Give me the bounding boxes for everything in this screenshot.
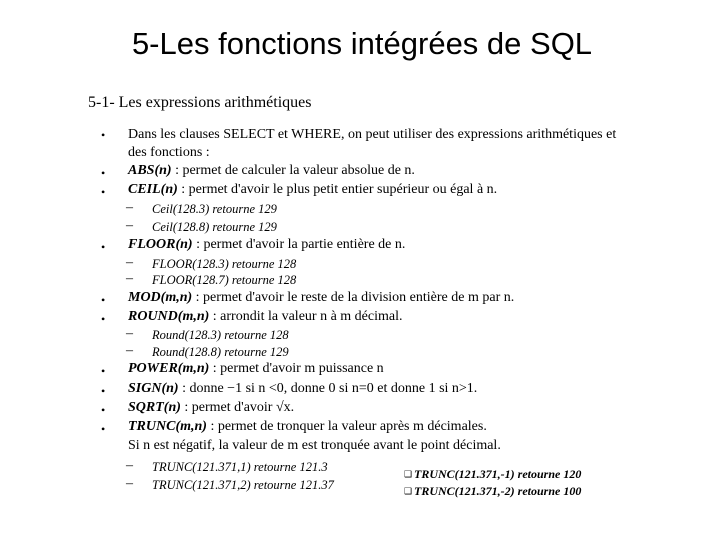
sqrt-desc: : permet d'avoir [180, 400, 276, 415]
floor-example-1: FLOOR(128.3) retourne 128 [152, 257, 297, 271]
trunc-example-1: TRUNC(121.371,1) retourne 121.3 [152, 460, 328, 474]
ceil-example-1: Ceil(128.3) retourne 129 [152, 202, 277, 216]
dash-icon: – [126, 255, 133, 270]
dash-icon: – [126, 476, 133, 491]
mod-desc: : permet d'avoir le reste de la division entière de m par n. [192, 290, 515, 305]
round-example-2: Round(128.8) retourne 129 [152, 345, 289, 359]
bullet-icon: • [101, 403, 106, 417]
bullet-icon: • [101, 312, 106, 326]
section-subtitle: 5-1- Les expressions arithmétiques [88, 94, 312, 111]
dash-icon: – [126, 200, 133, 215]
sqrt-item [128, 399, 294, 417]
trunc-item [128, 418, 487, 436]
intro-line-1: Dans les clauses SELECT et WHERE, on peut utiliser des expressions arithmétiques et [128, 127, 617, 142]
bullet-icon: • [101, 128, 106, 142]
intro-line-2: des fonctions : [128, 145, 210, 160]
ceil-example-2: Ceil(128.8) retourne 129 [152, 220, 277, 234]
dash-icon: – [126, 326, 133, 341]
bullet-icon: • [101, 185, 106, 199]
abs-name: ABS(n) [128, 163, 172, 178]
ceil-item [128, 181, 497, 199]
sign-item [128, 380, 477, 398]
mod-name: MOD(m,n) [128, 290, 193, 305]
dash-icon: – [126, 343, 133, 358]
sign-desc: : donne −1 si n <0, donne 0 si n=0 et donne 1 si n>1. [178, 381, 478, 396]
round-item [128, 308, 403, 326]
square-bullet-icon: ❑ [404, 487, 413, 497]
round-desc: : arrondit la valeur n à m décimal. [209, 309, 403, 324]
sqrt-name: SQRT(n) [128, 400, 181, 415]
abs-item [128, 162, 415, 180]
sign-name: SIGN(n) [128, 381, 179, 396]
floor-name: FLOOR(n) [128, 237, 193, 252]
bullet-icon: • [101, 384, 106, 398]
dash-icon: – [126, 458, 133, 473]
floor-desc: : permet d'avoir la partie entière de n. [192, 237, 406, 252]
round-example-1: Round(128.3) retourne 128 [152, 328, 289, 342]
bullet-icon: • [101, 240, 106, 254]
dash-icon: – [126, 218, 133, 233]
trunc-name: TRUNC(m,n) [128, 419, 207, 434]
power-name: POWER(m,n) [128, 361, 210, 376]
trunc-example-4: TRUNC(121.371,-2) retourne 100 [414, 484, 582, 498]
bullet-icon: • [101, 166, 106, 180]
mod-item [128, 289, 514, 307]
ceil-desc: : permet d'avoir le plus petit entier supérieur ou égal à n. [177, 182, 498, 197]
trunc-desc-2: Si n est négatif, la valeur de m est tronquée avant le point décimal. [128, 438, 501, 453]
page-title: 5-Les fonctions intégrées de SQL [131, 26, 593, 61]
square-bullet-icon: ❑ [404, 470, 413, 480]
ceil-name: CEIL(n) [128, 182, 178, 197]
bullet-icon: • [101, 422, 106, 436]
power-item [128, 360, 384, 378]
trunc-desc: : permet de tronquer la valeur après m décimales. [206, 419, 487, 434]
bullet-icon: • [101, 293, 106, 307]
power-desc: : permet d'avoir m puissance n [209, 361, 384, 376]
trunc-example-2: TRUNC(121.371,2) retourne 121.37 [152, 478, 334, 492]
sqrt-symbol: √x. [275, 400, 295, 415]
dash-icon: – [126, 271, 133, 286]
floor-example-2: FLOOR(128.7) retourne 128 [152, 273, 297, 287]
round-name: ROUND(m,n) [128, 309, 210, 324]
bullet-icon: • [101, 364, 106, 378]
floor-item [128, 236, 405, 254]
abs-desc: : permet de calculer la valeur absolue de n. [171, 163, 415, 178]
trunc-example-3: TRUNC(121.371,-1) retourne 120 [414, 467, 582, 481]
